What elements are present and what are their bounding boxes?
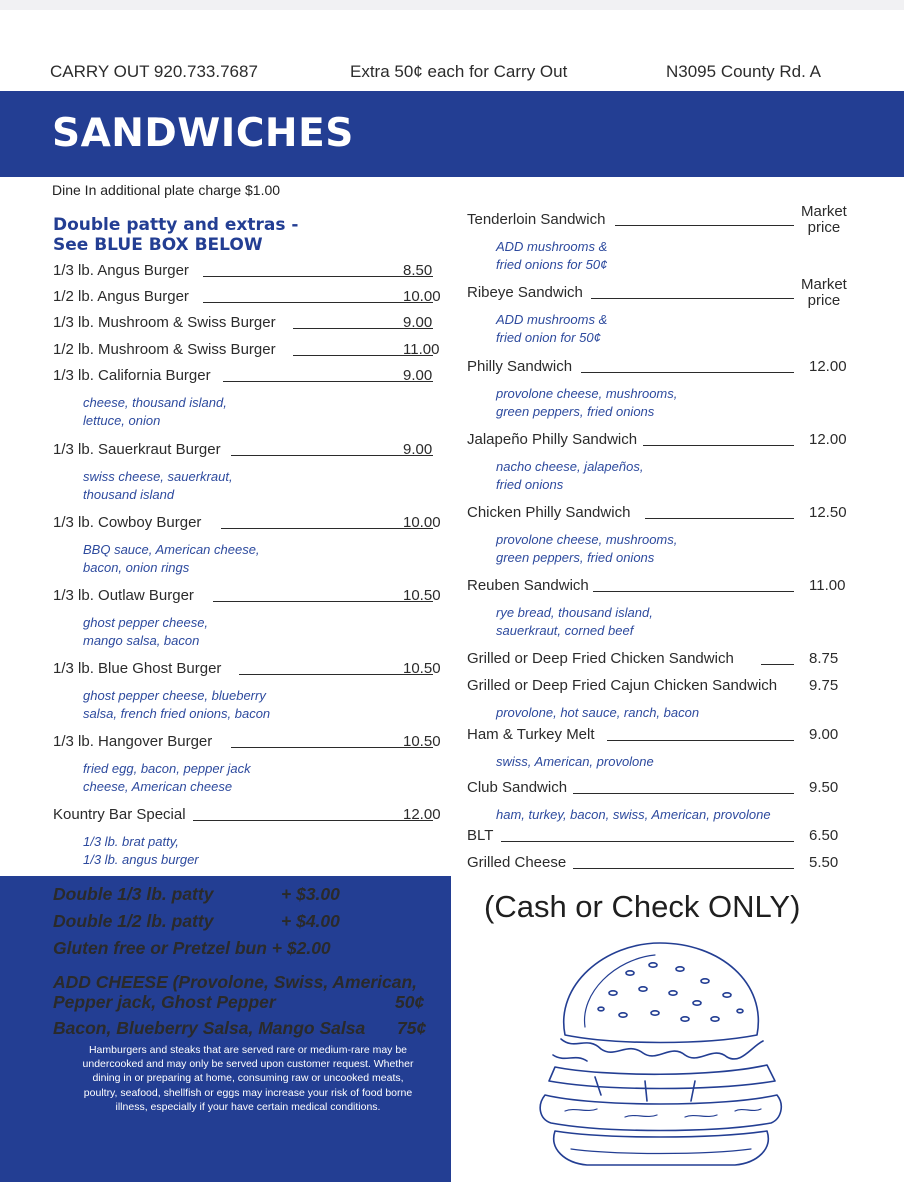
menu-item-name: Reuben Sandwich: [467, 577, 589, 594]
menu-item-price: 9.50: [809, 779, 839, 796]
menu-item-description: 1/3 lb. brat patty, 1/3 lb. angus burger: [83, 834, 199, 867]
carry-out-phone: CARRY OUT 920.733.7687: [50, 62, 258, 81]
menu-item-price: 8.75: [809, 650, 839, 667]
menu-item-name: 1/3 lb. Blue Ghost Burger: [53, 660, 222, 677]
menu-item-description: provolone cheese, mushrooms, green peppers, fried onions: [496, 532, 678, 565]
leader-line: [213, 601, 433, 602]
cheese-line: Pepper jack, Ghost Pepper: [53, 992, 276, 1012]
cash-only-note: (Cash or Check ONLY): [484, 889, 801, 924]
menu-item-name: Grilled or Deep Fried Chicken Sandwich: [467, 650, 734, 667]
top-info-bar: [0, 60, 904, 86]
dine-in-note: Dine In additional plate charge $1.00: [52, 182, 281, 198]
top-strip: [0, 0, 904, 10]
menu-item-name: Tenderloin Sandwich: [467, 211, 606, 228]
leader-line: [591, 298, 794, 299]
menu-item-name: 1/3 lb. Mushroom & Swiss Burger: [53, 314, 276, 331]
leader-line: [593, 591, 794, 592]
menu-item: [467, 431, 867, 451]
extra-item-label: Gluten free or Pretzel bun + $2.00: [53, 938, 331, 958]
menu-item: [467, 677, 867, 697]
menu-item-price: 6.50: [809, 827, 839, 844]
menu-item-name: 1/2 lb. Angus Burger: [53, 288, 189, 305]
menu-item-name: BLT: [467, 827, 494, 844]
extra-item-label: Double 1/2 lb. patty: [53, 911, 214, 931]
menu-item-description: provolone, hot sauce, ranch, bacon: [496, 705, 700, 720]
menu-item: [467, 650, 867, 670]
menu-item-price: 9.00: [809, 726, 839, 743]
page-title: SANDWICHES: [52, 111, 354, 156]
menu-item-price: 10.50: [403, 660, 441, 677]
menu-item: [53, 514, 453, 534]
leader-line: [193, 820, 433, 821]
menu-item: [467, 726, 867, 746]
leader-line: [501, 841, 794, 842]
bacon-line: Bacon, Blueberry Salsa, Mango Salsa: [53, 1018, 366, 1038]
menu-item: [53, 367, 453, 387]
menu-item-price: 10.00: [403, 514, 441, 531]
menu-item-price: 10.50: [403, 733, 441, 750]
carry-out-extra-note: Extra 50¢ each for Carry Out: [350, 62, 568, 81]
menu-item-price: 12.00: [809, 431, 847, 448]
menu-item-name: Kountry Bar Special: [53, 806, 186, 823]
menu-item-price: 9.00: [403, 314, 433, 331]
menu-item-name: Club Sandwich: [467, 779, 568, 796]
menu-item-description: cheese, thousand island, lettuce, onion: [83, 395, 227, 428]
menu-item: [53, 441, 453, 461]
menu-item-price: 8.50: [403, 262, 433, 279]
menu-item-name: 1/3 lb. Sauerkraut Burger: [53, 441, 221, 458]
menu-item: [53, 660, 453, 680]
menu-item-price: 10.50: [403, 587, 441, 604]
menu-item-price: 9.75: [809, 677, 839, 694]
menu-item-price: 12.00: [403, 806, 441, 823]
menu-item-description: ham, turkey, bacon, swiss, American, provolone: [496, 807, 771, 822]
menu-item-name: Ribeye Sandwich: [467, 284, 583, 301]
menu-item-price: 12.50: [809, 504, 847, 521]
menu-item-description: nacho cheese, jalapeños, fried onions: [496, 459, 644, 492]
menu-item-name: Grilled Cheese: [467, 854, 567, 871]
double-patty-heading: [53, 215, 298, 255]
leader-line: [615, 225, 794, 226]
leader-line: [203, 302, 433, 303]
menu-item-name: 1/3 lb. Outlaw Burger: [53, 587, 194, 604]
leader-line: [573, 793, 794, 794]
menu-item: [53, 288, 453, 308]
menu-item-description: ADD mushrooms & fried onions for 50¢: [496, 239, 608, 272]
extra-item-price: + $4.00: [281, 911, 340, 931]
cheese-line: ADD CHEESE (Provolone, Swiss, American,: [53, 972, 418, 992]
menu-item: [467, 203, 867, 236]
menu-item-price: Market price: [801, 203, 847, 236]
leader-line: [607, 740, 794, 741]
leader-line: [643, 445, 794, 446]
menu-item-price: 9.00: [403, 367, 433, 384]
menu-item-name: Philly Sandwich: [467, 358, 573, 375]
menu-item-description: BBQ sauce, American cheese, bacon, onion rings: [83, 542, 260, 575]
leader-line: [581, 372, 794, 373]
menu-item-price: 10.00: [403, 288, 441, 305]
leader-line: [645, 518, 794, 519]
menu-item-name: 1/3 lb. Angus Burger: [53, 262, 189, 279]
menu-item: [467, 854, 867, 874]
extra-item-label: Double 1/3 lb. patty: [53, 884, 214, 904]
menu-item: [467, 827, 867, 847]
leader-line: [221, 528, 433, 529]
menu-item-name: Chicken Philly Sandwich: [467, 504, 631, 521]
menu-item: [467, 358, 867, 378]
menu-item-description: ghost pepper cheese, mango salsa, bacon: [83, 615, 209, 648]
menu-item-name: Grilled or Deep Fried Cajun Chicken Sandwich: [467, 677, 778, 694]
menu-item-description: ADD mushrooms & fried onion for 50¢: [496, 312, 608, 345]
burger-icon: [535, 935, 785, 1169]
menu-item-description: provolone cheese, mushrooms, green peppers, fried onions: [496, 386, 678, 419]
leader-line: [761, 664, 794, 665]
menu-item-name: Jalapeño Philly Sandwich: [467, 431, 638, 448]
menu-item: [53, 587, 453, 607]
menu-item: [53, 806, 453, 826]
menu-item: [467, 276, 867, 309]
menu-item-price: Market price: [801, 276, 847, 309]
menu-item-name: 1/2 lb. Mushroom & Swiss Burger: [53, 341, 276, 358]
menu-item-name: Ham & Turkey Melt: [467, 726, 595, 743]
extra-item-price: + $3.00: [281, 884, 340, 904]
menu-item: [53, 733, 453, 753]
menu-item-description: rye bread, thousand island, sauerkraut, corned beef: [496, 605, 653, 638]
menu-item-name: 1/3 lb. Hangover Burger: [53, 733, 213, 750]
double-heading-line: Double patty and extras -: [53, 215, 299, 235]
menu-item: [53, 341, 453, 361]
menu-item-description: swiss cheese, sauerkraut, thousand island: [83, 469, 233, 502]
menu-item-price: 5.50: [809, 854, 839, 871]
menu-item: [467, 577, 867, 597]
double-heading-line: See BLUE BOX BELOW: [53, 235, 263, 255]
menu-item-name: 1/3 lb. Cowboy Burger: [53, 514, 202, 531]
menu-item: [53, 262, 453, 282]
menu-item-description: swiss, American, provolone: [496, 754, 654, 769]
menu-item: [53, 314, 453, 334]
menu-item-price: 9.00: [403, 441, 433, 458]
menu-item-price: 12.00: [809, 358, 847, 375]
title-banner: [0, 91, 904, 177]
menu-item-name: 1/3 lb. California Burger: [53, 367, 211, 384]
leader-line: [573, 868, 794, 869]
menu-item: [467, 779, 867, 799]
menu-item-description: fried egg, bacon, pepper jack cheese, American cheese: [83, 761, 251, 794]
cheese-price: 50¢: [395, 992, 425, 1012]
bacon-price: 75¢: [397, 1018, 427, 1038]
menu-item-description: ghost pepper cheese, blueberry salsa, french fried onions, bacon: [83, 688, 271, 721]
leader-line: [203, 276, 433, 277]
menu-item: [467, 504, 867, 524]
food-safety-note: Hamburgers and steaks that are served rare or medium-rare may be undercooked and may only be served upon customer request. Whether dining in or preparing at home, consuming raw or uncooked meats, poultry, seafood, shellfish or eggs may increase your risk of food borne illness, especially if your have certain medical conditions.: [82, 1044, 414, 1113]
address: N3095 County Rd. A: [666, 62, 821, 81]
menu-item-price: 11.00: [403, 341, 440, 358]
menu-item-price: 11.00: [809, 577, 846, 594]
leader-line: [223, 381, 433, 382]
